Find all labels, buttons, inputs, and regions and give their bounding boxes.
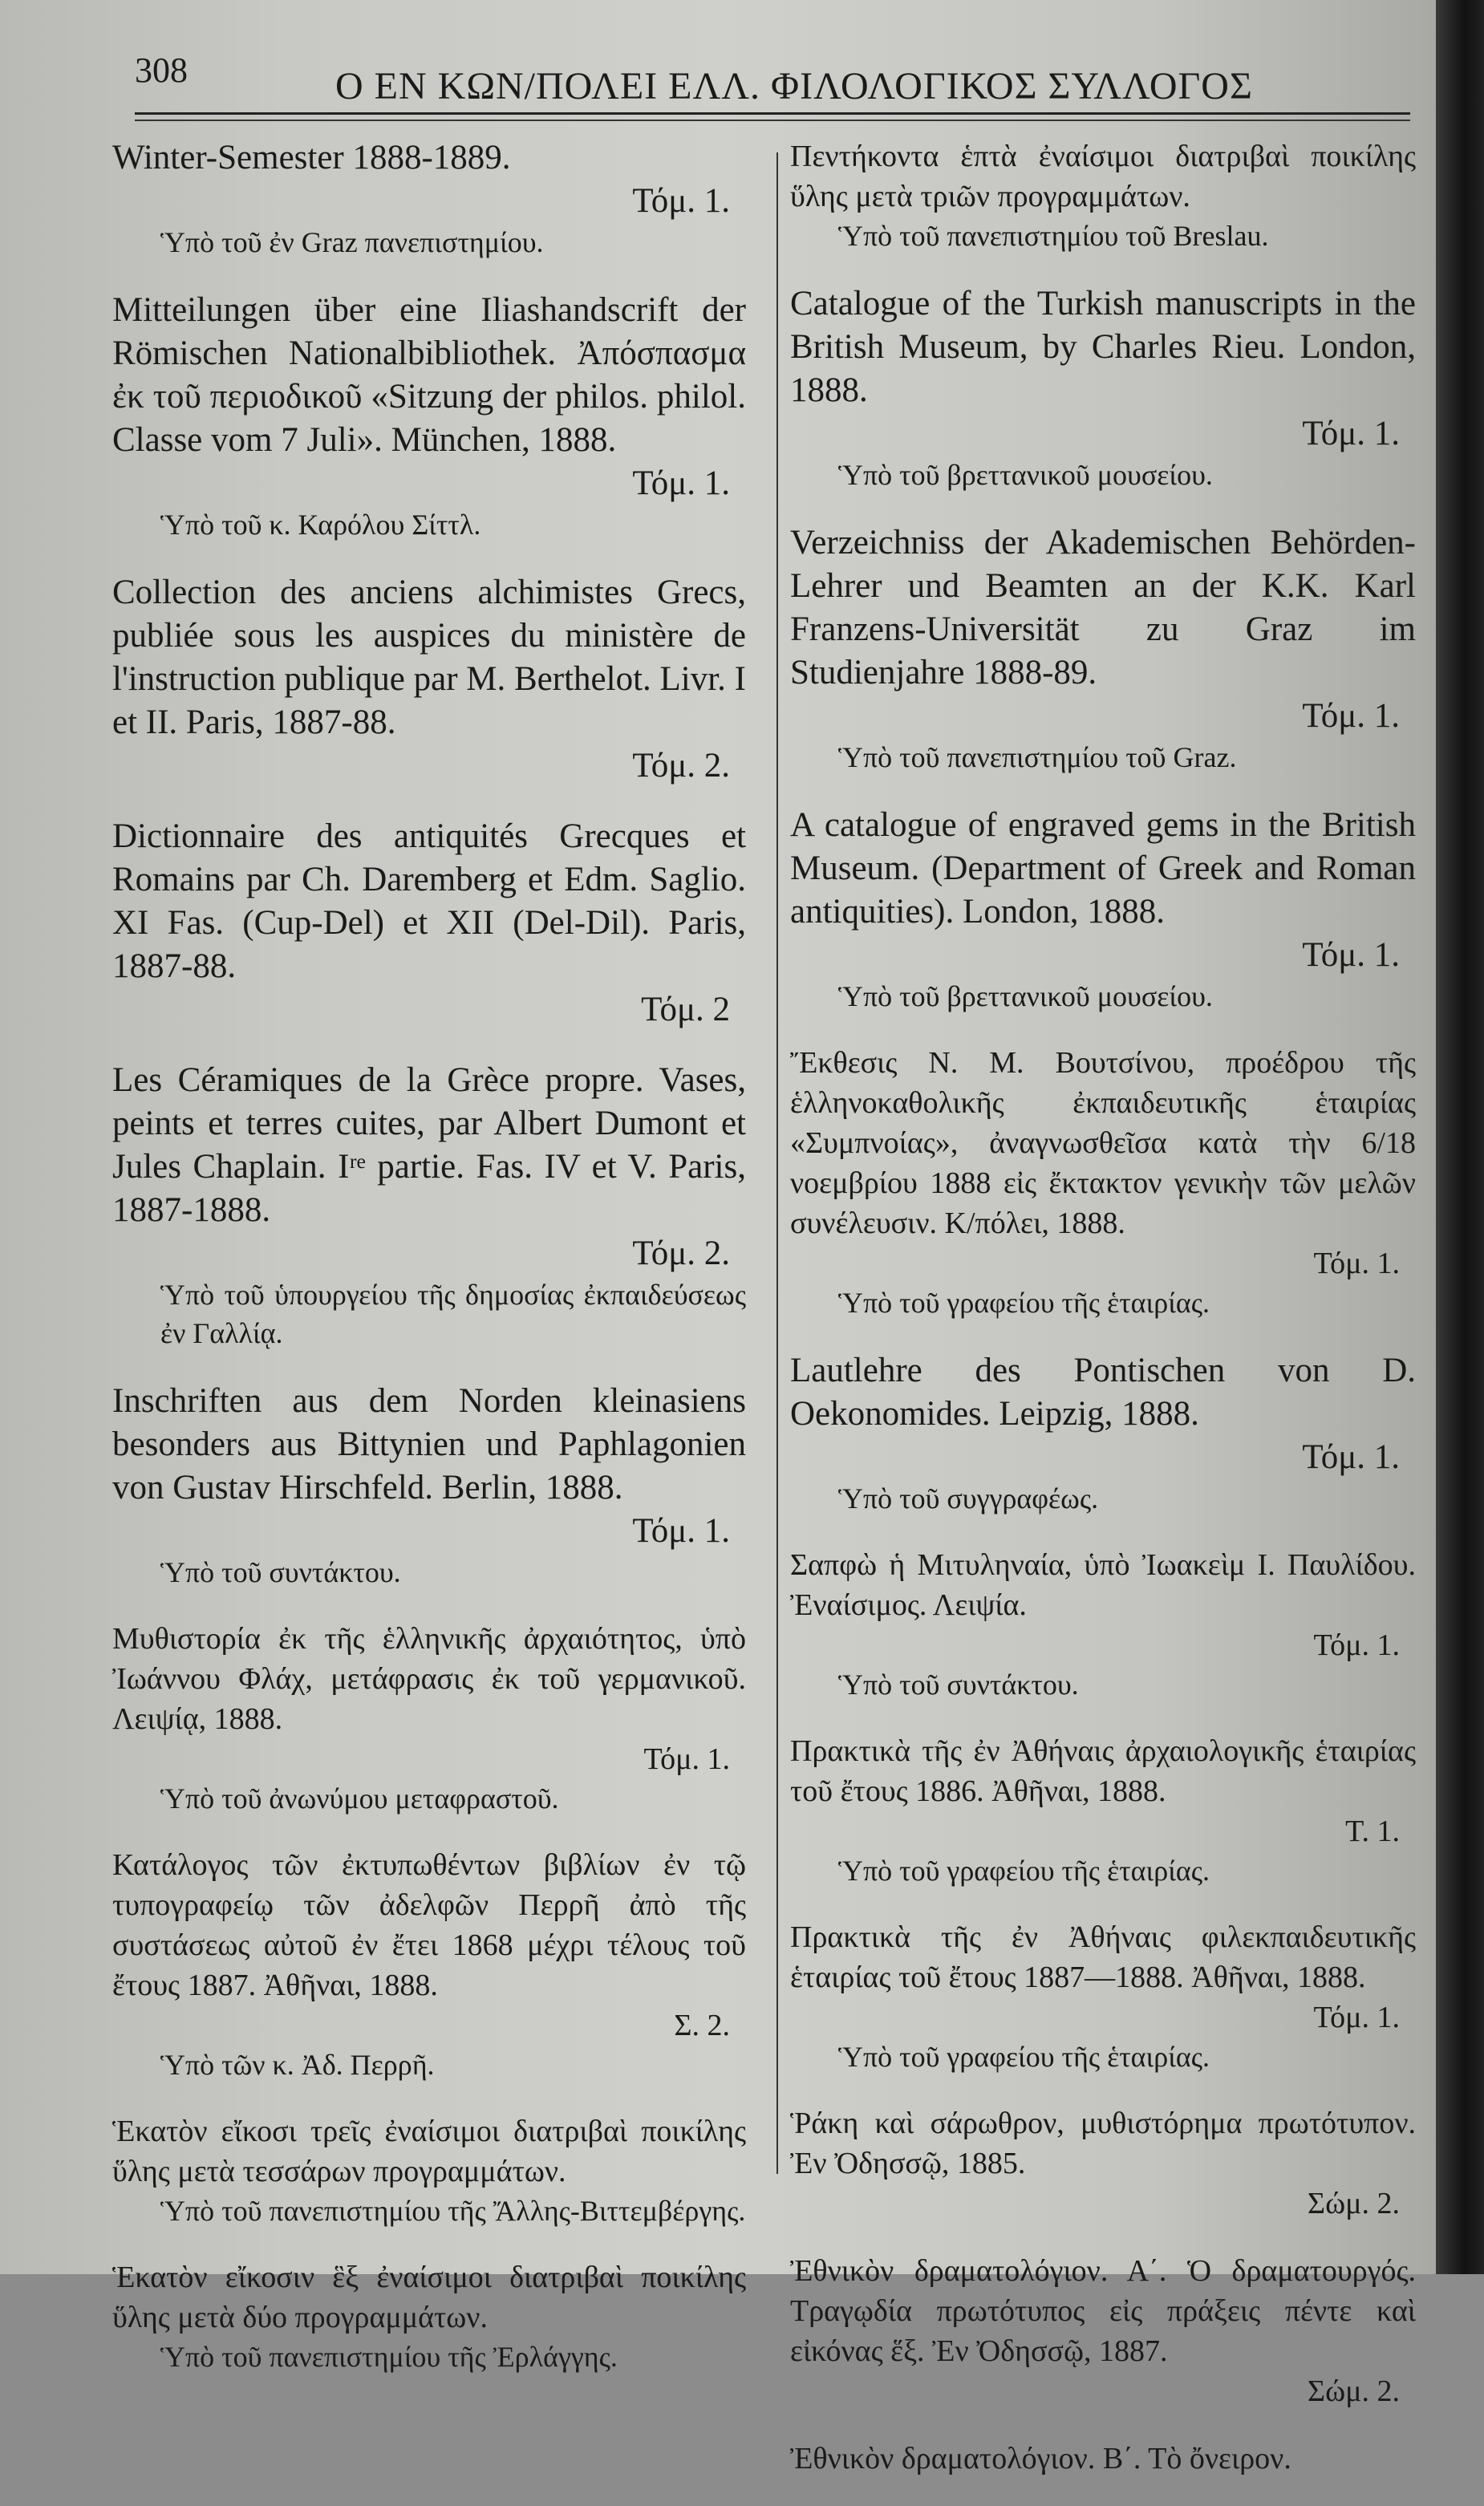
- entry-text: A catalogue of engraved gems in the British Museum. (Department of Greek and Roman antiquities). London, 1888.: [790, 806, 1416, 931]
- entry-text: Winter-Semester 1888-1889.: [112, 139, 511, 176]
- entry-donor: Ὑπὸ τοῦ ὑπουργείου τῆς δημοσίας ἐκπαιδεύσεως ἐν Γαλλίᾳ.: [160, 1279, 746, 1349]
- entry-donor: Ὑπὸ τοῦ πανεπιστημίου τῆς Ἐρλάγγης.: [160, 2341, 618, 2373]
- entry-donor: Ὑπὸ τοῦ βρεττανικοῦ μουσείου.: [838, 980, 1213, 1012]
- entry-text: Verzeichniss der Akademischen Behörden-Lehrer und Beamten an der K.K. Karl Franzens-Universität zu Graz im Studienjahre 1888-89.: [790, 524, 1416, 691]
- entry-text: Les Céramiques de la Grèce propre. Vases, peints et terres cuites, par Albert Dumont et Jules Chaplain. Iʳᵉ partie. Fas. IV et V. Paris, 1887-1888.: [112, 1061, 746, 1229]
- catalog-entry: [112, 1845, 746, 2084]
- catalog-entry: [790, 2439, 1416, 2479]
- header-rule: [135, 112, 1410, 121]
- entry-donor: Ὑπὸ τοῦ ἀνωνύμου μεταφραστοῦ.: [160, 1782, 559, 1815]
- entry-volume-count: Τόμ. 1.: [1302, 415, 1400, 452]
- entry-donor: Ὑπὸ τοῦ γραφείου τῆς ἑταιρίας.: [838, 2041, 1210, 2073]
- entry-text: Κατάλογος τῶν ἐκτυπωθέντων βιβλίων ἐν τῷ τυπογραφείῳ τῶν ἀδελφῶν Περρῆ ἀπὸ τῆς συστάσεως αὐτοῦ ἐν ἔτει 1868 μέχρι τέλους τοῦ ἔτους 1887. Ἀθῆναι, 1888.: [112, 1848, 746, 2002]
- entry-text: Catalogue of the Turkish manuscripts in the British Museum, by Charles Rieu. London, 1888.: [790, 285, 1416, 409]
- entry-text: Πρακτικὰ τῆς ἐν Ἀθήναις ἀρχαιολογικῆς ἑταιρίας τοῦ ἔτους 1886. Ἀθῆναι, 1888.: [790, 1734, 1416, 1808]
- right-column: [790, 136, 1416, 2506]
- catalog-entry: [790, 2103, 1416, 2224]
- entry-volume-count: Τόμ. 1.: [1302, 1438, 1400, 1476]
- entry-volume-count: Τόμ. 1.: [1302, 697, 1400, 735]
- catalog-entry: [790, 1731, 1416, 1890]
- entry-donor: Ὑπὸ τοῦ συντάκτου.: [838, 1669, 1079, 1701]
- entry-volume-count: Τόμ. 1.: [1313, 1628, 1400, 1662]
- entry-volume-count: Τόμ. 1.: [1313, 2001, 1400, 2034]
- left-column: [112, 136, 746, 2403]
- catalog-entry: [112, 571, 746, 788]
- catalog-entry: [112, 1380, 746, 1592]
- entry-donor: Ὑπὸ τοῦ συγγραφέως.: [838, 1482, 1099, 1515]
- entry-text: Ἔκθεσις Ν. Μ. Βουτσίνου, προέδρου τῆς ἑλληνοκαθολικῆς ἐκπαιδευτικῆς ἑταιρίας «Συμπνοίας», ἀναγνωσθεῖσα κατὰ τὴν 6/18 νοεμβρίου 1888 εἰς ἔκτακτον γενικὴν τῶν μελῶν συνέλευσιν. Κ/πόλει, 1888.: [790, 1046, 1416, 1240]
- catalog-entry: [112, 815, 746, 1032]
- entry-donor: Ὑπὸ τοῦ κ. Καρόλου Σίττλ.: [160, 509, 481, 541]
- entry-volume-count: Σώμ. 2.: [1307, 2187, 1400, 2220]
- entry-volume-count: Τόμ. 1.: [632, 464, 730, 502]
- entry-volume-count: Τ. 1.: [1345, 1815, 1400, 1848]
- entry-donor: Ὑπὸ τοῦ πανεπιστημίου τῆς Ἄλλης-Βιττεμβέργης.: [160, 2195, 746, 2227]
- entry-text: Dictionnaire des antiquités Grecques et Romains par Ch. Daremberg et Edm. Saglio. XI Fas. (Cup-Del) et XII (Del-Dil). Paris, 1887-88.: [112, 817, 746, 985]
- catalog-entry: [790, 1349, 1416, 1518]
- entry-donor: Ὑπὸ τοῦ συντάκτου.: [160, 1556, 401, 1588]
- entry-text: Ἑκατὸν εἴκοσιν ἓξ ἐναίσιμοι διατριβαὶ ποικίλης ὕλης μετὰ δύο προγραμμάτων.: [112, 2261, 746, 2334]
- entry-text: Ἐθνικὸν δραματολόγιον. Β΄. Τὸ ὄνειρον.: [790, 2442, 1291, 2476]
- entry-volume-count: Τόμ. 1.: [643, 1742, 730, 1776]
- entry-donor: Ὑπὸ τοῦ ἐν Graz πανεπιστημίου.: [160, 226, 544, 258]
- entry-text: Πρακτικὰ τῆς ἐν Ἀθήναις φιλεκπαιδευτικῆς ἑταιρίας τοῦ ἔτους 1887—1888. Ἀθῆναι, 1888.: [790, 1920, 1416, 1994]
- page-header: [135, 48, 1402, 112]
- catalog-entry: [112, 2257, 746, 2376]
- entry-volume-count: Τόμ. 2.: [632, 747, 730, 785]
- entry-volume-count: Τόμ. 1.: [632, 1512, 730, 1550]
- entry-text: Mitteilungen über eine Iliashandscrift der Römischen Nationalbibliothek. Ἀπόσπασμα ἐκ τοῦ περιοδικοῦ «Sitzung der philos. philol. Classe vom 7 Juli». München, 1888.: [112, 291, 746, 459]
- entry-text: Collection des anciens alchimistes Grecs, publiée sous les auspices du ministère de l'instruction publique par M. Berthelot. Livr. I et II. Paris, 1887-88.: [112, 574, 746, 741]
- column-divider: [776, 152, 778, 2174]
- catalog-entry: [790, 136, 1416, 255]
- entry-text: Ἑκατὸν εἴκοσι τρεῖς ἐναίσιμοι διατριβαὶ ποικίλης ὕλης μετὰ τεσσάρων προγραμμάτων.: [112, 2115, 746, 2188]
- entry-text: Σαπφὼ ἡ Μιτυληναία, ὑπὸ Ἰωακεὶμ Ι. Παυλίδου. Ἐναίσιμος. Λειψία.: [790, 1548, 1416, 1622]
- book-spine: [1436, 0, 1484, 2274]
- entry-donor: Ὑπὸ τοῦ πανεπιστημίου τοῦ Breslau.: [838, 220, 1269, 252]
- catalog-entry: [112, 1619, 746, 1818]
- running-title: Ο ΕΝ ΚΩΝ/ΠΟΛΕΙ ΕΛΛ. ΦΙΛΟΛΟΓΙΚΟΣ ΣΥΛΛΟΓΟΣ: [335, 65, 1253, 107]
- catalog-entry: [790, 1043, 1416, 1322]
- catalog-entry: [790, 282, 1416, 494]
- entry-volume-count: Σ. 2.: [674, 2009, 730, 2042]
- entry-donor: Ὑπὸ τῶν κ. Ἀδ. Περρῆ.: [160, 2049, 435, 2081]
- catalog-entry: [112, 136, 746, 262]
- catalog-entry: [790, 521, 1416, 777]
- page-number: 308: [135, 51, 188, 90]
- entry-volume-count: Τόμ. 2: [641, 991, 730, 1028]
- entry-text: Inschriften aus dem Norden kleinasiens besonders aus Bittynien und Paphlagonien von Gustav Hirschfeld. Berlin, 1888.: [112, 1382, 746, 1506]
- entry-donor: Ὑπὸ τοῦ βρεττανικοῦ μουσείου.: [838, 459, 1213, 491]
- catalog-entry: [112, 2111, 746, 2230]
- entry-text: Ῥάκη καὶ σάρωθρον, μυθιστόρημα πρωτότυπον. Ἐν Ὀδησσῷ, 1885.: [790, 2107, 1416, 2180]
- catalog-entry: [112, 1059, 746, 1352]
- entry-text: Ἐθνικὸν δραματολόγιον. Α΄. Ὁ δραματουργός. Τραγῳδία πρωτότυπος εἰς πράξεις πέντε καὶ εἰκόνας ἕξ. Ἐν Ὀδησσῷ, 1887.: [790, 2254, 1416, 2368]
- catalog-entry: [790, 804, 1416, 1016]
- catalog-entry: [790, 2251, 1416, 2411]
- catalog-entry: [112, 289, 746, 544]
- entry-donor: Ὑπὸ τοῦ γραφείου τῆς ἑταιρίας.: [838, 1855, 1210, 1887]
- entry-donor: Ὑπὸ τοῦ πανεπιστημίου τοῦ Graz.: [838, 741, 1237, 773]
- entry-volume-count: Τόμ. 2.: [632, 1235, 730, 1272]
- entry-volume-count: Τόμ. 1.: [632, 182, 730, 220]
- catalog-entry: [790, 1917, 1416, 2076]
- catalog-entry: [790, 1545, 1416, 1704]
- entry-volume-count: Τόμ. 1.: [1302, 936, 1400, 974]
- entry-volume-count: Σώμ. 2.: [1307, 2374, 1400, 2408]
- entry-text: Πεντήκοντα ἑπτὰ ἐναίσιμοι διατριβαὶ ποικίλης ὕλης μετὰ τριῶν προγραμμάτων.: [790, 140, 1416, 213]
- entry-text: Lautlehre des Pontischen von D. Oekonomides. Leipzig, 1888.: [790, 1352, 1416, 1433]
- entry-volume-count: Τόμ. 1.: [1313, 1247, 1400, 1280]
- entry-text: Μυθιστορία ἐκ τῆς ἑλληνικῆς ἀρχαιότητος, ὑπὸ Ἰωάννου Φλάχ, μετάφρασις ἐκ τοῦ γερμανικοῦ. Λειψίᾳ, 1888.: [112, 1622, 746, 1736]
- entry-donor: Ὑπὸ τοῦ γραφείου τῆς ἑταιρίας.: [838, 1287, 1210, 1319]
